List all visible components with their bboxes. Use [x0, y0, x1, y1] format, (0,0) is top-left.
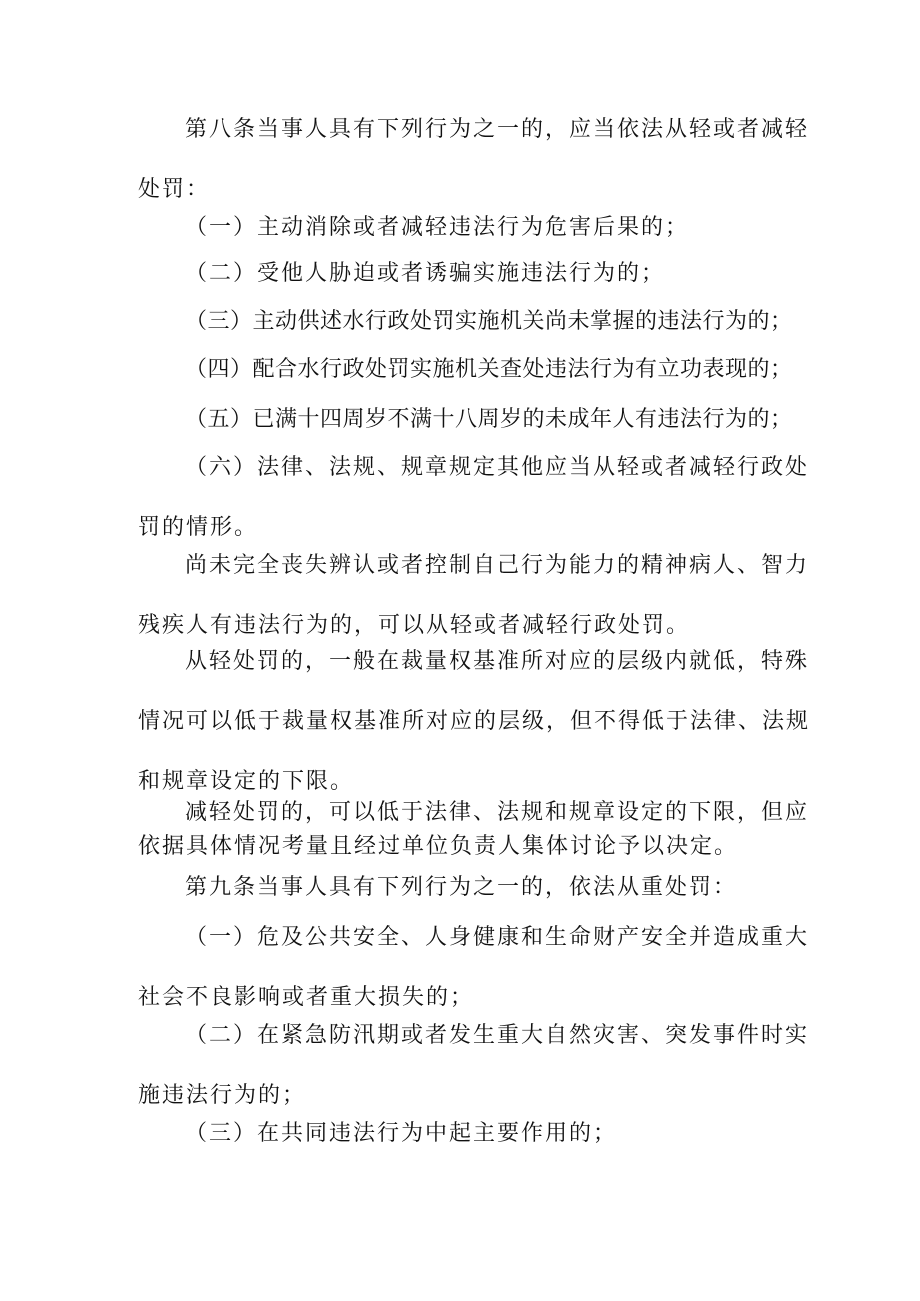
mitigated-penalty-paragraph: [138, 796, 810, 864]
text-line: （三）在共同违法行为中起主要作用的；: [185, 1121, 618, 1146]
text-line: 残疾人有违法行为的，可以从轻或者减轻行政处罚。: [138, 613, 691, 638]
text-line: （二）在紧急防汛期或者发生重大自然灾害、突发事件时实: [185, 1023, 810, 1048]
text-line: 处罚：: [138, 177, 211, 202]
text-line: 第九条当事人具有下列行为之一的，依法从重处罚：: [185, 875, 738, 900]
text-line: 罚的情形。: [138, 515, 259, 540]
text-line: （三）主动供述水行政处罚实施机关尚未掌握的违法行为的；: [185, 309, 793, 334]
text-line: 情况可以低于裁量权基准所对应的层级，但不得低于法律、法规: [138, 709, 811, 734]
text-line: 从轻处罚的，一般在裁量权基准所对应的层级内就低，特殊: [185, 649, 810, 674]
text-line: （一）主动消除或者减轻违法行为危害后果的；: [185, 215, 690, 240]
lighter-penalty-paragraph: [138, 632, 811, 812]
text-line: 减轻处罚的，可以低于法律、法规和规章设定的下限，但应: [185, 800, 810, 825]
article-9-item-3: [138, 1104, 798, 1164]
text-line: 依据具体情况考量且经过单位负责人集体讨论予以决定。: [138, 834, 739, 859]
text-line: 施违法行为的；: [138, 1083, 307, 1108]
text-line: 第八条当事人具有下列行为之一的，应当依法从轻或者减轻: [185, 117, 810, 142]
text-line: （六）法律、法规、规章规定其他应当从轻或者减轻行政处: [185, 455, 810, 480]
text-line: （一）危及公共安全、人身健康和生命财产安全并造成重大: [185, 925, 810, 950]
text-line: （五）已满十四周岁不满十八周岁的未成年人有违法行为的；: [185, 407, 793, 432]
text-line: （四）配合水行政处罚实施机关查处违法行为有立功表现的；: [185, 357, 793, 382]
text-line: 社会不良影响或者重大损失的；: [138, 985, 475, 1010]
text-line: （二）受他人胁迫或者诱骗实施违法行为的；: [185, 261, 666, 286]
text-line: 和规章设定的下限。: [138, 769, 355, 794]
text-line: 尚未完全丧失辨认或者控制自己行为能力的精神病人、智力: [185, 553, 810, 578]
